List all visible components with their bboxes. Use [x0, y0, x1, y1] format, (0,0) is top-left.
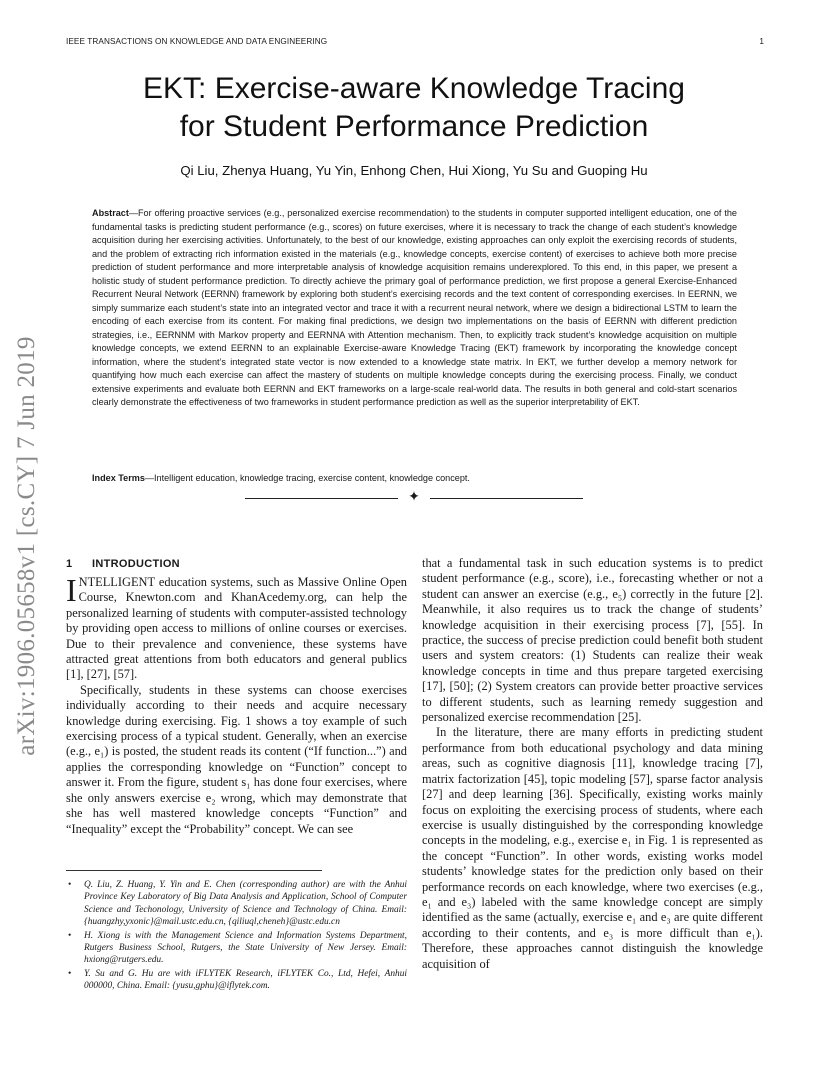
section-number: 1: [66, 558, 73, 570]
index-terms-text: —Intelligent education, knowledge tracing, exercise content, knowledge concept.: [144, 473, 470, 483]
section-heading: [66, 556, 407, 572]
page-number: 1: [759, 37, 764, 46]
separator-ornament: ✦: [408, 490, 420, 505]
separator-rule-right: [430, 498, 583, 499]
intro-paragraph-4: In the literature, there are many efforts in predicting student performance from both educational psychology and data mining areas, such as cognitive diagnosis [11], knowledge tracing [7], matrix factorization [45], topic modeling [57], sparse factor analysis [27] and deep learning [36]. Specifically, existing works mainly focus on exploiting the exercising process of students, where each exercise is usually distinguished by the corresponding knowledge concepts in the modeling, e.g., exercise e₁ in Fig. 1 is represented as the concept “Function”. In other words, existing works model students’ knowledge states for the prediction only based on their performance records on each knowledge, where two exercises (e.g., e₁ and e₃) labeled with the same knowledge concept are simply identified as the same (actually, exercise e₁ and e₃ are quite different according to their contents, and e₃ is more difficult than e₁). Therefore, these approaches cannot distinguish the knowledge acquisition of: [422, 725, 763, 971]
bullet-icon: •: [68, 930, 72, 941]
index-terms: [92, 472, 737, 486]
journal-name: IEEE TRANSACTIONS ON KNOWLEDGE AND DATA ENGINEERING: [66, 37, 328, 46]
intro-paragraph-1: [66, 572, 407, 683]
running-header: [66, 37, 764, 49]
footnote-text: Q. Liu, Z. Huang, Y. Yin and E. Chen (corresponding author) are with the Anhui Province Key Laboratory of Big Data Analysis and Application, School of Computer Science and Techonology, University of Science and Technology of China. Email: {huangzhy,yxonic}@mail.ustc.edu.cn, {qiliuql,cheneh}@ustc.edu.cn: [84, 880, 407, 928]
column-right: [422, 556, 763, 972]
title-line-1: EKT: Exercise-aware Knowledge Tracing: [143, 72, 685, 105]
abstract: [92, 207, 737, 410]
footnote-text: H. Xiong is with the Management Science and Information Systems Department, Rutgers Business School, Rutgers, the State University of New Jersey. Email: hxiong@rutgers.edu.: [84, 930, 407, 966]
arxiv-stamp: [4, 296, 50, 796]
separator-rule-left: [245, 498, 398, 499]
intro-paragraph-1-text: education systems, such as Massive Online Open Course, Knewton.com and KhanAcedemy.org, can help the personalized learning of students with computer-assisted technology by providing open access to millions of online courses or exercises. Due to their prevalence and convenience, these systems have attracted great attentions from both educators and general publics [1], [27], [57].: [66, 575, 407, 682]
footnote-item: [66, 968, 407, 993]
section-title: INTRODUCTION: [92, 558, 180, 570]
footnote-rule: [66, 870, 322, 871]
arxiv-identifier: arXiv:1906.05658v1 [cs.CY] 7 Jun 2019: [13, 336, 40, 756]
paper-title: [66, 70, 762, 146]
column-left: [66, 556, 407, 837]
bullet-icon: •: [68, 968, 72, 979]
bullet-icon: •: [68, 880, 72, 890]
drop-cap: I: [66, 572, 77, 608]
footnote-text: Y. Su and G. Hu are with iFLYTEK Research, iFLYTEK Co., Ltd, Hefei, Anhui 000000, China. Email: {yusu,gphu}@iflytek.com.: [84, 968, 407, 992]
footnote-item: [66, 930, 407, 967]
title-line-2: for Student Performance Prediction: [179, 110, 649, 143]
index-terms-label: Index Terms: [92, 473, 145, 483]
footnotes: [66, 879, 407, 994]
intro-paragraph-3: that a fundamental task in such education systems is to predict student performance (e.g., score), i.e., forecasting whether or not a student can answer an exercise (e.g., e₅) correctly in the future [2]. Meanwhile, it also requires us to track the change of students’ knowledge acquisition in their exercising process [7], [55]. In practice, the success of precise prediction could benefit both student users and system creators: (1) Students can realize their weak knowledge concepts in time and thus prepare targeted exercising [17], [50]; (2) System creators can provide better proactive services to different students, such as learning remedy suggestion and personalized exercise recommendation [25].: [422, 556, 763, 725]
author-list: Qi Liu, Zhenya Huang, Yu Yin, Enhong Chen, Hui Xiong, Yu Su and Guoping Hu: [180, 163, 648, 178]
intro-paragraph-2: Specifically, students in these systems can choose exercises individually according to their needs and acquire necessary knowledge during exercising. Fig. 1 shows a toy example of such exercising process of a typical student. Generally, when an exercise (e.g., e₁) is posted, the student reads its content (“If function...”) and applies the corresponding knowledge on “Function” concept to answer it. From the figure, student s₁ has done four exercises, where she only answers exercise e₂ wrong, which may demonstrate that she has well mastered knowledge concepts “Function” and “Inequality” except the “Probability” concept. We can see: [66, 682, 407, 836]
lead-word: NTELLIGENT: [78, 575, 156, 589]
footnote-item: [66, 879, 407, 929]
abstract-label: Abstract: [92, 208, 129, 218]
abstract-text: —For offering proactive services (e.g., personalized exercise recommendation) to the students in computer supported intelligent education, one of the fundamental tasks is predicting student performance (e.g., scores) on future exercises, where it is necessary to track the change of each student’s knowledge acquisition during her exercising activities. Unfortunately, to the best of our knowledge, existing approaches can only exploit the exercising records of students, and the problem of extracting rich information existed in the materials (e.g., knowledge concepts, exercise content) of exercises to achieve both more precise prediction of student performance and more interpretable analysis of knowledge acquisition remains underexplored. To this end, in this paper, we present a holistic study of student performance prediction. To directly achieve the primary goal of performance prediction, we first propose a general Exercise-Enhanced Recurrent Neural Network (EERNN) framework by exploring both student’s exercising records and the text content of corresponding exercises. In EERNN, we simply summarize each student’s state into an integrated vector and trace it with a recurrent neural network, where we design a bidirectional LSTM to learn the encoding of each exercise from its content. For making final predictions, we design two implementations on the basis of EERNN with different prediction strategies, i.e., EERNNM with Markov property and EERNNA with Attention mechanism. Then, to explicitly track student’s knowledge acquisition on multiple knowledge concepts, we extend EERNN to an explainable Exercise-aware Knowledge Tracing (EKT) framework by incorporating the knowledge concept information, where the student’s integrated state vector is now extended to a knowledge state matrix. In EKT, we further develop a memory network for quantifying how much each exercise can affect the mastery of students on multiple knowledge concepts during the exercising process. Finally, we conduct extensive experiments and evaluate both EERNN and EKT frameworks on a large-scale real-world data. The results in both general and cold-start scenarios clearly demonstrate the effectiveness of two frameworks in student performance prediction as well as the superior interpretability of EKT.: [92, 208, 737, 407]
